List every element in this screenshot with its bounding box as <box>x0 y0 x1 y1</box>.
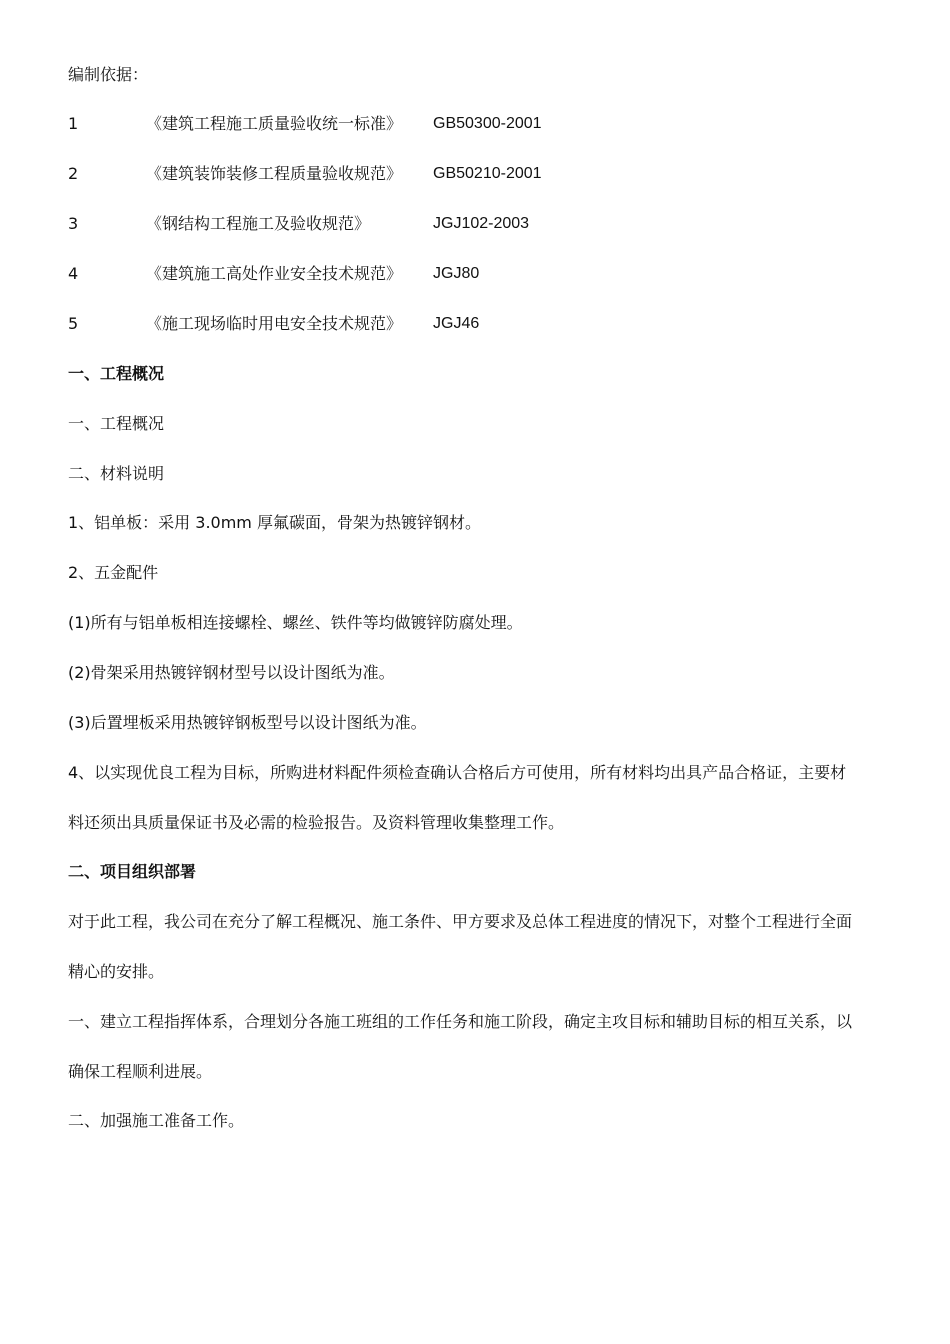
section-1-subheading-1: 一、工程概况 <box>68 414 165 433</box>
section-2-item-1-line-1: 一、建立工程指挥体系，合理划分各施工班组的工作任务和施工阶段，确定主攻目标和辅助目标的相互关系，以 <box>68 1012 853 1031</box>
reference-title: 《建筑施工高处作业安全技术规范》 <box>146 264 403 283</box>
hardware-item-3: (3)后置埋板采用热镀锌钢板型号以设计图纸为准。 <box>68 713 427 732</box>
hardware-item-2: (2)骨架采用热镀锌钢材型号以设计图纸为准。 <box>68 663 395 682</box>
section-2-item-2: 二、加强施工准备工作。 <box>68 1111 245 1130</box>
reference-code: JGJ102-2003 <box>433 215 530 232</box>
reference-code: JGJ46 <box>433 315 480 332</box>
material-item-1: 1、铝单板：采用 3.0mm 厚氟碳面，骨架为热镀锌钢材。 <box>68 513 481 532</box>
section-2-paragraph-line-2: 精心的安排。 <box>68 962 165 981</box>
reference-row-1 <box>68 113 898 135</box>
section-2-item-1-line-2: 确保工程顺利进展。 <box>68 1062 213 1081</box>
reference-title: 《施工现场临时用电安全技术规范》 <box>146 314 403 333</box>
section-1-subheading-2: 二、材料说明 <box>68 464 165 483</box>
material-item-2: 2、五金配件 <box>68 563 159 582</box>
reference-code: JGJ80 <box>433 265 480 282</box>
reference-row-3 <box>68 213 898 235</box>
material-item-4-line-1: 4、以实现优良工程为目标，所购进材料配件须检查确认合格后方可使用，所有材料均出具产品合格证，主要材 <box>68 763 847 782</box>
reference-title: 《建筑装饰装修工程质量验收规范》 <box>146 164 403 183</box>
material-item-4-line-2: 料还须出具质量保证书及必需的检验报告。及资料管理收集整理工作。 <box>68 813 565 832</box>
section-2-paragraph-line-1: 对于此工程，我公司在充分了解工程概况、施工条件、甲方要求及总体工程进度的情况下，对整个工程进行全面 <box>68 912 853 931</box>
section-2-heading: 二、项目组织部署 <box>68 862 197 881</box>
reference-number: 2 <box>68 164 79 183</box>
reference-number: 1 <box>68 114 79 133</box>
reference-code: GB50300-2001 <box>433 115 542 132</box>
reference-row-5 <box>68 313 898 335</box>
reference-row-4 <box>68 263 898 285</box>
reference-number: 5 <box>68 314 79 333</box>
reference-number: 3 <box>68 214 79 233</box>
basis-heading: 编制依据： <box>68 65 149 84</box>
reference-code: GB50210-2001 <box>433 165 542 182</box>
reference-title: 《建筑工程施工质量验收统一标准》 <box>146 114 403 133</box>
hardware-item-1: (1)所有与铝单板相连接螺栓、螺丝、铁件等均做镀锌防腐处理。 <box>68 613 523 632</box>
section-1-heading: 一、工程概况 <box>68 364 165 383</box>
reference-number: 4 <box>68 264 79 283</box>
reference-row-2 <box>68 163 898 185</box>
reference-title: 《钢结构工程施工及验收规范》 <box>146 214 371 233</box>
